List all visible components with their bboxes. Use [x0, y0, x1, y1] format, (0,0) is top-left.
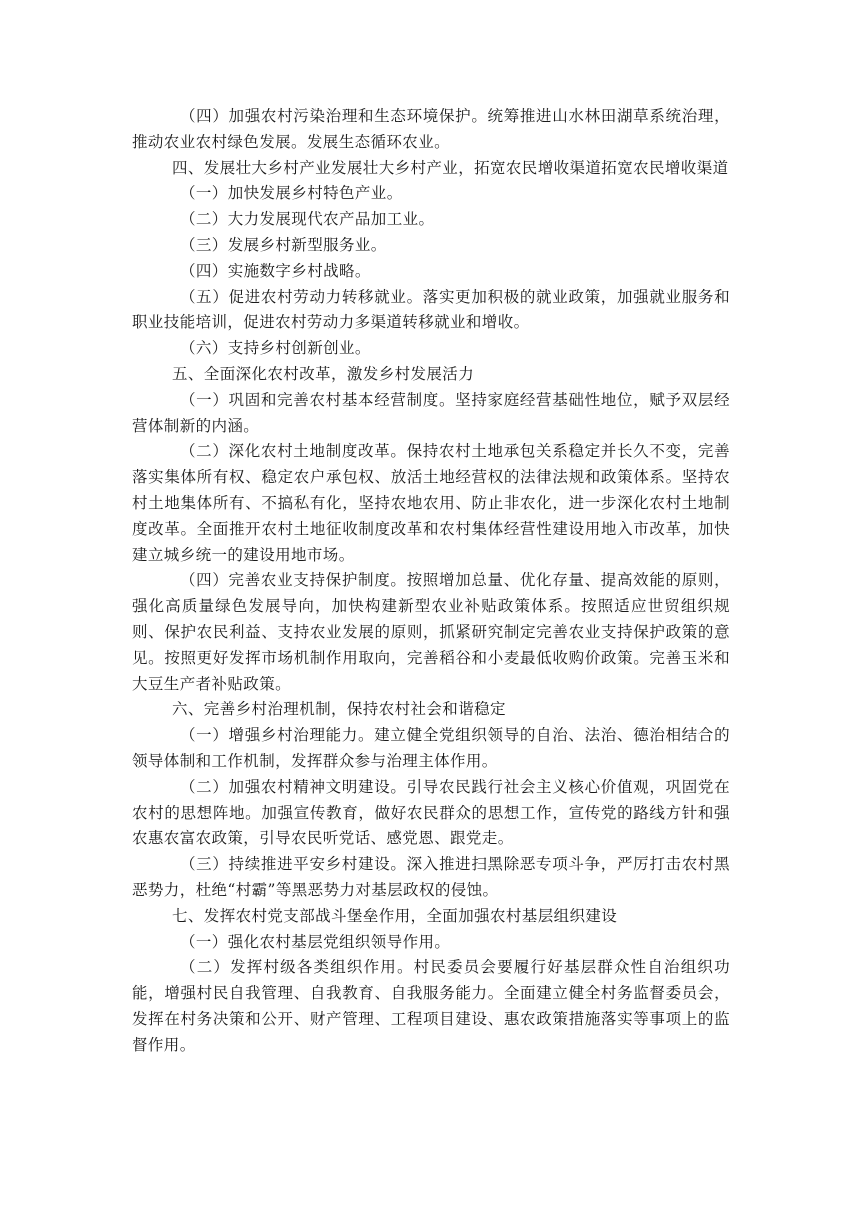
para-4-4-pollution: （四）加强农村污染治理和生态环境保护。统筹推进山水林田湖草系统治理，推动农业农村绿色发展。发展生态循环农业。	[132, 107, 730, 151]
para-6-1-governance: （一）增强乡村治理能力。建立健全党组织领导的自治、法治、德治相结合的领导体制和工作机制，发挥群众参与治理主体作用。	[132, 726, 730, 770]
section-5-heading: 五、全面深化农村改革，激发乡村发展活力	[172, 364, 475, 383]
para-7-2-organizations: （二）发挥村级各类组织作用。村民委员会要履行好基层群众性自治组织功能，增强村民自我管理、自我教育、自我服务能力。全面建立健全村务监督委员会，发挥在村务决策和公开、财产管理、工程项目建设、惠农政策措施落实等事项上的监督作用。	[132, 958, 730, 1054]
para-4-6-innovation: （六）支持乡村创新创业。	[180, 339, 371, 358]
section-7-heading: 七、发挥农村党支部战斗堡垒作用，全面加强农村基层组织建设	[172, 906, 618, 925]
para-4-5-employment: （五）促进农村劳动力转移就业。落实更加积极的就业政策，加强就业服务和职业技能培训，促进农村劳动力多渠道转移就业和增收。	[132, 287, 730, 332]
para-5-2-land: （二）深化农村土地制度改革。保持农村土地承包关系稳定并长久不变，完善落实集体所有权、稳定农户承包权、放活土地经营权的法律法规和政策体系。坚持农村土地集体所有、不搞私有化，坚持农地农用、防止非农化，进一步深化农村土地制度改革。全面推开农村土地征收制度改革和农村集体经营性建设用地入市改革，加快建立城乡统一的建设用地市场。	[132, 442, 730, 564]
section-4-heading: 四、发展壮大乡村产业发展壮大乡村产业，拓宽农民增收渠道拓宽农民增收渠道	[172, 158, 729, 177]
para-6-3-safety: （三）持续推进平安乡村建设。深入推进扫黑除恶专项斗争，严厉打击农村黑恶势力，杜绝“村霸”等黑恶势力对基层政权的侵蚀。	[132, 855, 730, 899]
para-7-1-leadership: （一）强化农村基层党组织领导作用。	[180, 932, 451, 951]
para-4-2-processing: （二）大力发展现代农产品加工业。	[180, 210, 435, 229]
para-5-4-support: （四）完善农业支持保护制度。按照增加总量、优化存量、提高效能的原则，强化高质量绿色发展导向，加快构建新型农业补贴政策体系。按照适应世贸组织规则、保护农民利益、支持农业发展的原则，抓紧研究制定完善农业支持保护政策的意见。按照更好发挥市场机制作用取向，完善稻谷和小麦最低收购价政策。完善玉米和大豆生产者补贴政策。	[132, 571, 730, 693]
para-5-1-management: （一）巩固和完善农村基本经营制度。坚持家庭经营基础性地位，赋予双层经营体制新的内涵。	[132, 390, 730, 435]
para-4-1-specialty: （一）加快发展乡村特色产业。	[180, 184, 403, 203]
document-body	[132, 104, 730, 1058]
section-6-heading: 六、完善乡村治理机制，保持农村社会和谐稳定	[172, 700, 506, 719]
para-4-4-digital: （四）实施数字乡村战略。	[180, 261, 371, 280]
para-6-2-civilization: （二）加强农村精神文明建设。引导农民践行社会主义核心价值观，巩固党在农村的思想阵地。加强宣传教育，做好农民群众的思想工作，宣传党的路线方针和强农惠农富农政策，引导农民听党话、感党恩、跟党走。	[132, 777, 730, 848]
para-4-3-services: （三）发展乡村新型服务业。	[180, 235, 387, 254]
